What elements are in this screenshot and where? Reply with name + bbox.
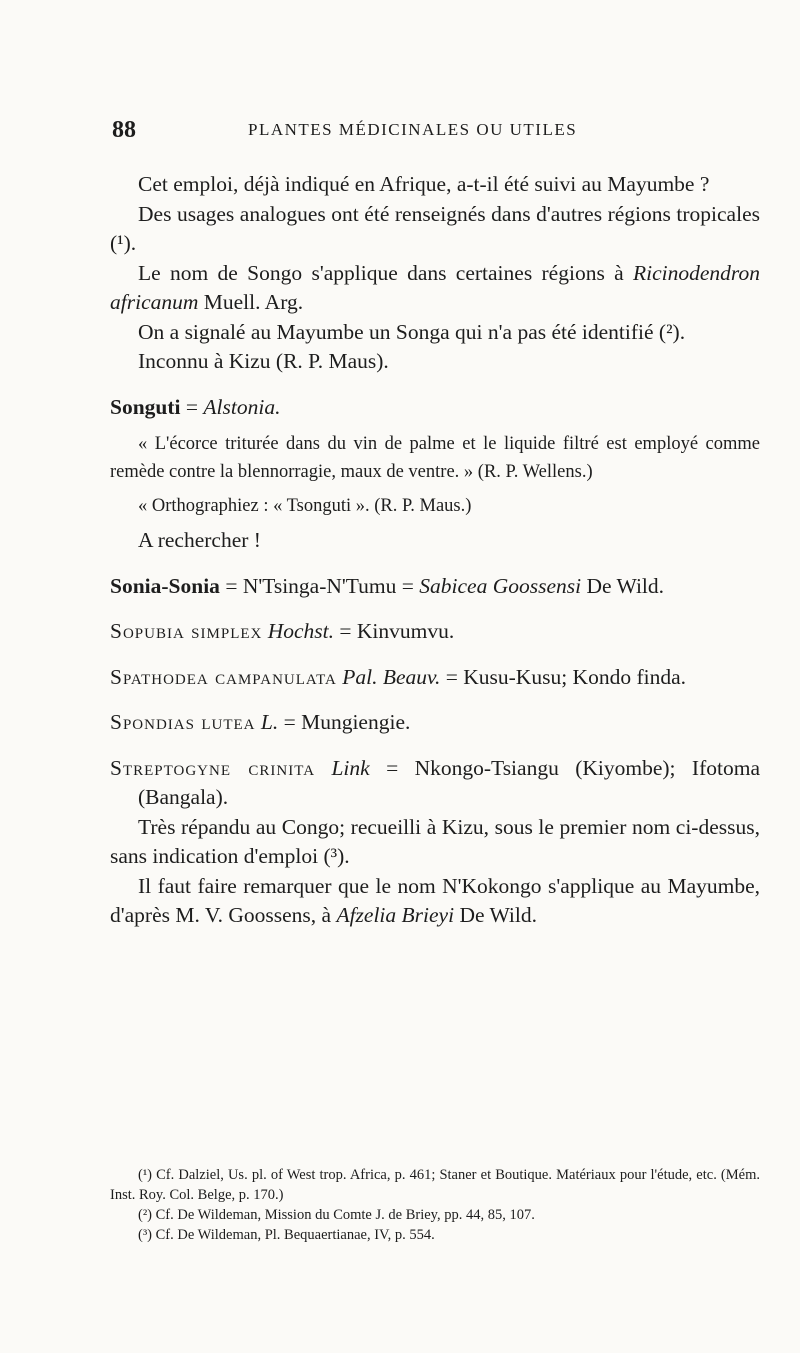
species-name: Sabicea Goossensi bbox=[419, 573, 582, 598]
paragraph: On a signalé au Mayumbe un Songa qui n'a pas été identifié (²). bbox=[138, 319, 686, 344]
entry-sonia bbox=[110, 572, 760, 602]
quote: « L'écorce triturée dans du vin de palme et le liquide filtré est employé comme remède contre la blennorragie, maux de ventre. » (R. P. Wellens.) bbox=[110, 434, 760, 482]
text: De Wild. bbox=[454, 903, 537, 927]
text: = Kusu-Kusu; Kondo finda. bbox=[440, 664, 686, 689]
entry-spathodea bbox=[110, 663, 760, 693]
entry-name: Songuti bbox=[110, 394, 181, 419]
paragraph: Cet emploi, déjà indiqué en Afrique, a-t-il été suivi au Mayumbe ? bbox=[138, 172, 710, 196]
entry-name: Streptogyne crinita bbox=[110, 755, 316, 780]
entry-name: Spondias lutea bbox=[110, 710, 256, 734]
footnote: (³) Cf. De Wildeman, Pl. Bequaertianae, IV, p. 554. bbox=[138, 1227, 435, 1243]
paragraph: Très répandu au Congo; recueilli à Kizu, sous le premier nom ci-dessus, sans indication d'emploi (³). bbox=[110, 814, 760, 868]
entry-name: Sopubia simplex bbox=[110, 619, 263, 643]
footnote: (²) Cf. De Wildeman, Mission du Comte J. de Briey, pp. 44, 85, 107. bbox=[138, 1207, 535, 1223]
entry-name: Sonia-Sonia bbox=[110, 573, 220, 598]
text: = Mungiengie. bbox=[278, 710, 411, 734]
text: Muell. Arg. bbox=[198, 290, 304, 314]
entry-name: Spathodea campanulata bbox=[110, 664, 337, 689]
author: Link bbox=[331, 755, 370, 780]
entry-spondias bbox=[110, 708, 760, 738]
author: Hochst. bbox=[267, 619, 335, 643]
main-text bbox=[110, 170, 760, 931]
species-name: Ricinodendron africanum bbox=[110, 260, 760, 314]
paragraph: Inconnu à Kizu (R. P. Maus). bbox=[138, 349, 389, 373]
text: = Nkongo-Tsiangu (Kiyombe); Ifotoma (Bangala). bbox=[138, 755, 760, 809]
text: Il faut faire remarquer que le nom N'Kokongo s'applique au Mayumbe, d'après M. V. Goossens, à bbox=[110, 873, 760, 927]
text: De Wild. bbox=[581, 573, 665, 598]
paragraph bbox=[110, 259, 760, 318]
text: = N'Tsinga-N'Tumu = bbox=[219, 573, 420, 598]
equals: = bbox=[180, 394, 204, 419]
paragraph: A rechercher ! bbox=[138, 528, 261, 552]
running-title: PLANTES MÉDICINALES OU UTILES bbox=[248, 120, 578, 139]
quote: « Orthographiez : « Tsonguti ». (R. P. Maus.) bbox=[138, 496, 472, 516]
entry-streptogyne bbox=[110, 754, 760, 813]
text: = Kinvumvu. bbox=[334, 619, 455, 643]
footnote: (¹) Cf. Dalziel, Us. pl. of West trop. Africa, p. 461; Staner et Boutique. Matériaux pour l'étude, etc. (Mém. Inst. Roy. Col. Belge, p. 170.) bbox=[110, 1167, 760, 1203]
genus: Alstonia. bbox=[203, 394, 281, 419]
paragraph bbox=[110, 872, 760, 931]
entry-songuti bbox=[110, 393, 760, 423]
page-number: 88 bbox=[112, 117, 136, 143]
footnotes bbox=[110, 1165, 760, 1245]
page-header bbox=[110, 117, 760, 147]
author: L. bbox=[260, 710, 279, 734]
species-name: Afzelia Brieyi bbox=[336, 903, 455, 927]
entry-sopubia bbox=[110, 617, 760, 647]
author: Pal. Beauv. bbox=[342, 664, 441, 689]
paragraph: Des usages analogues ont été renseignés dans d'autres régions tropicales (¹). bbox=[110, 201, 760, 255]
text: Le nom de Songo s'applique dans certaines régions à bbox=[138, 260, 634, 285]
